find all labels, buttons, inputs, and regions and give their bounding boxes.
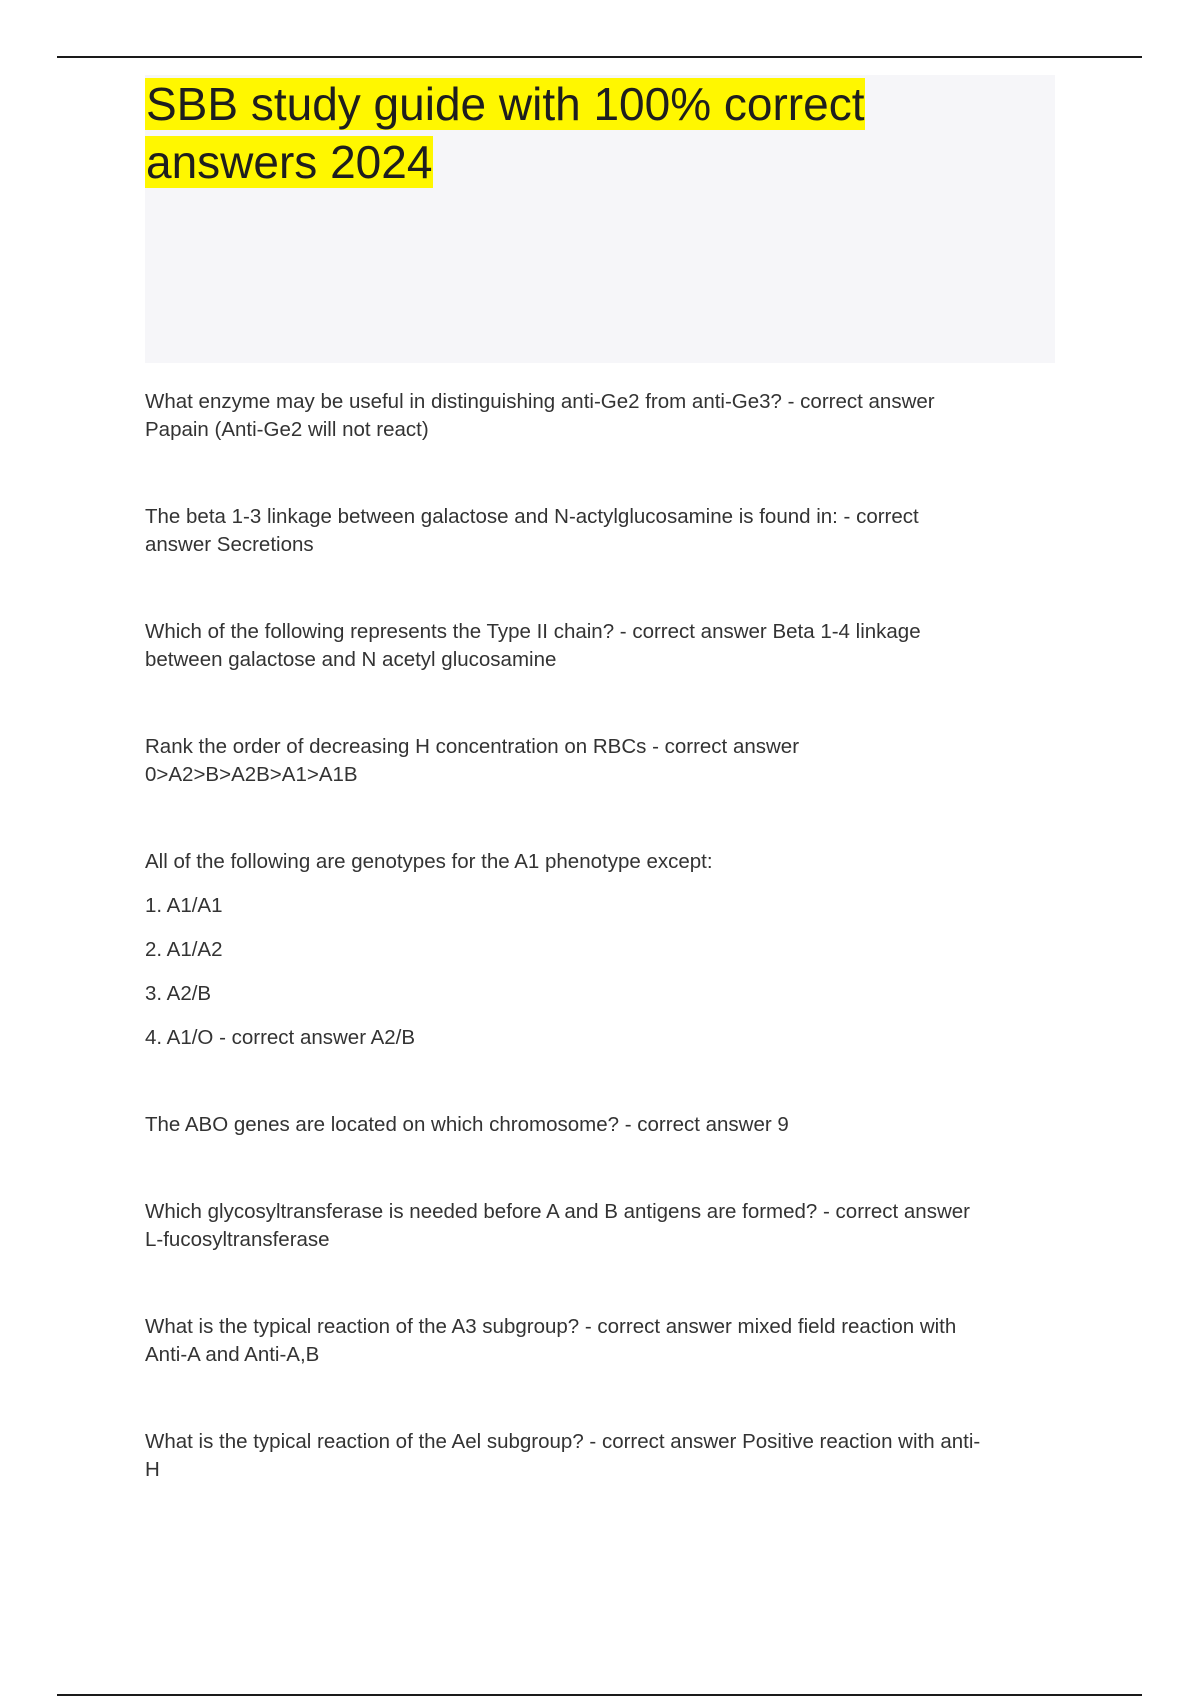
answer-line: Papain (Anti-Ge2 will not react)	[145, 418, 429, 441]
answer-line: L-fucosyltransferase	[145, 1228, 330, 1251]
qa-item-9	[145, 1428, 1070, 1484]
answer-line: H	[145, 1458, 160, 1481]
question-line: Which glycosyltransferase is needed before A and B antigens are formed? - correct answer	[145, 1200, 970, 1223]
header-rule	[57, 56, 1142, 58]
question-line: The beta 1-3 linkage between galactose and N-actylglucosamine is found in: - correct	[145, 505, 919, 528]
title-block	[145, 75, 1055, 363]
answer-line: answer Secretions	[145, 533, 314, 556]
document-title	[145, 75, 1055, 191]
qa-item-2	[145, 503, 1070, 559]
qa-item-6	[145, 1111, 1070, 1139]
answer-line: 0>A2>B>A2B>A1>A1B	[145, 763, 358, 786]
question-line: Which of the following represents the Type II chain? - correct answer Beta 1-4 linkage	[145, 620, 921, 643]
answer-line: Anti-A and Anti-A,B	[145, 1343, 320, 1366]
qa-item-8	[145, 1313, 1070, 1369]
title-line-2: answers 2024	[146, 136, 433, 188]
option-item: 1. A1/A1	[145, 894, 223, 917]
question-line: What is the typical reaction of the Ael subgroup? - correct answer Positive reaction with anti-	[145, 1430, 981, 1453]
answer-line: between galactose and N acetyl glucosamine	[145, 648, 557, 671]
option-item: 2. A1/A2	[145, 938, 223, 961]
qa-item-3	[145, 618, 1070, 674]
footer-rule	[57, 1694, 1142, 1696]
option-item: 4. A1/O - correct answer A2/B	[145, 1026, 416, 1049]
qa-item-5	[145, 848, 1070, 876]
question-line: What is the typical reaction of the A3 subgroup? - correct answer mixed field reaction with	[145, 1315, 957, 1338]
qa-item-4	[145, 733, 1070, 789]
question-line: All of the following are genotypes for the A1 phenotype except:	[145, 850, 713, 873]
question-line: Rank the order of decreasing H concentration on RBCs - correct answer	[145, 735, 800, 758]
option-item: 3. A2/B	[145, 982, 212, 1005]
question-line: The ABO genes are located on which chromosome? - correct answer 9	[145, 1113, 789, 1136]
qa-item-7	[145, 1198, 1070, 1254]
question-line: What enzyme may be useful in distinguishing anti-Ge2 from anti-Ge3? - correct answer	[145, 390, 935, 413]
qa-item-1	[145, 388, 1070, 444]
title-line-1: SBB study guide with 100% correct	[146, 78, 865, 130]
